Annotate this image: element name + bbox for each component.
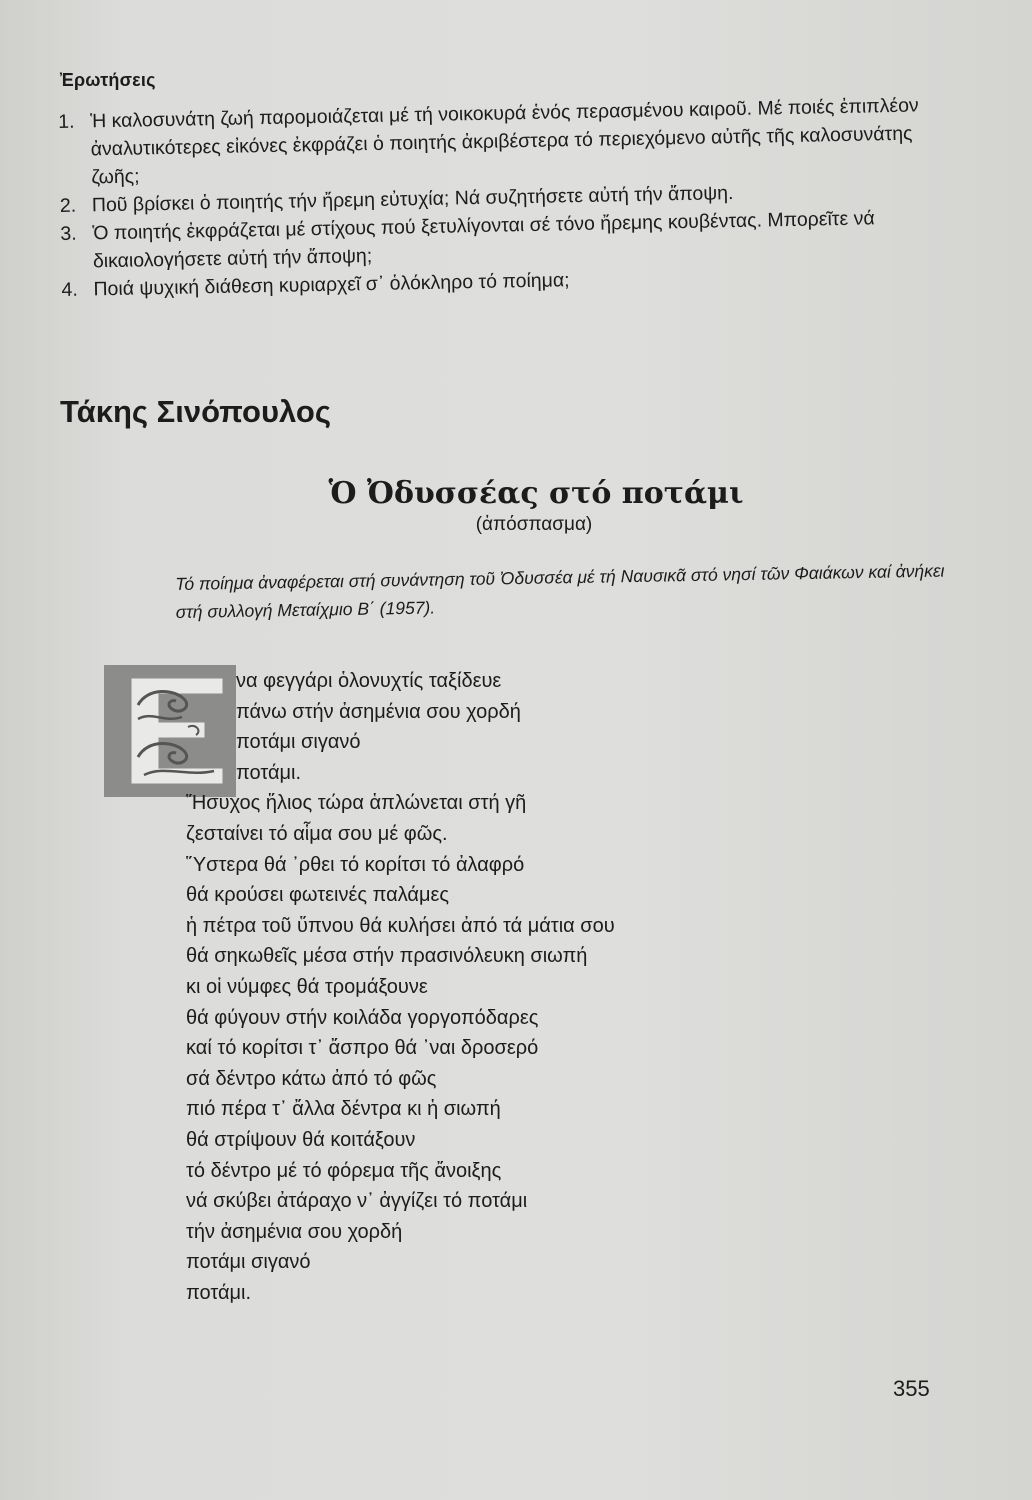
poem-line: θά φύγουν στήν κοιλάδα γοργοπόδαρες [186, 1006, 539, 1029]
poem-line: τήν ἀσημένια σου χορδή [186, 1220, 403, 1243]
question-text: Ποιά ψυχική διάθεση κυριαρχεῖ σ᾽ ὁλόκληρο τό ποίημα; [93, 269, 570, 301]
poem-line: θά κρούσει φωτεινές παλάμες [186, 884, 450, 907]
poem-line: θά στρίψουν θά κοιτάξουν [186, 1128, 416, 1151]
poem-line: κι οἱ νύμφες θά τρομάξουνε [186, 975, 428, 998]
question-text: Ὁ ποιητής ἐκφράζεται μέ στίχους πού ξετυλίγονται σέ τόνο ἤρεμης κουβέντας. Μπορεῖτε νά δικαιολογήσετε αὐτή τήν ἄποψη; [92, 207, 875, 273]
poem-line: ποτάμι σιγανό [186, 1251, 311, 1274]
poem-line: Ὕστερα θά ᾽ρθει τό κορίτσι τό ἀλαφρό [186, 853, 525, 876]
poem-line: θά σηκωθεῖς μέσα στήν πρασινόλευκη σιωπή [186, 945, 588, 968]
poem-line: καί τό κορίτσι τ᾽ ἄσπρο θά ᾽ναι δροσερό [186, 1037, 539, 1060]
poem-line: ποτάμι. [236, 761, 302, 784]
poem-line: σά δέντρο κάτω ἀπό τό φῶς [186, 1067, 437, 1090]
question-number: 1. [58, 110, 75, 133]
poem-subtitle: (ἀπόσπασμα) [475, 514, 593, 535]
page-number: 355 [893, 1376, 930, 1401]
poem-body [186, 666, 886, 1308]
questions-heading: Ἐρωτήσεις [60, 70, 156, 90]
poem-line: τό δέντρο μέ τό φόρεμα τῆς ἄνοιξης [186, 1159, 502, 1182]
poem-line: νά σκύβει ἀτάραχο ν᾽ ἀγγίζει τό ποτάμι [186, 1190, 528, 1213]
poem-line: ποτάμι σιγανό [236, 731, 361, 754]
poem-line: πάνω στήν ἀσημένια σου χορδή [236, 700, 521, 723]
question-number: 4. [61, 278, 78, 301]
poem-line: να φεγγάρι ὁλονυχτίς ταξίδευε [236, 670, 502, 692]
question-text: Ποῦ βρίσκει ὁ ποιητής τήν ἤρεμη εὐτυχία; Νά συζητήσετε αὐτή τήν ἄποψη. [91, 182, 734, 217]
poem-line: ζεσταίνει τό αἷμα σου μέ φῶς. [186, 822, 448, 845]
poem-line: ἡ πέτρα τοῦ ὕπνου θά κυλήσει ἀπό τά μάτια σου [186, 914, 615, 937]
author-name: Τάκης Σινόπουλος [60, 394, 331, 429]
poem-line: Ἥσυχος ἥλιος τώρα ἁπλώνεται στή γῆ [186, 792, 527, 815]
poem-title: Ὁ Ὀδυσσέας στό ποτάμι [328, 476, 744, 511]
question-number: 3. [60, 222, 77, 245]
poem-intro: Τό ποίημα ἀναφέρεται στή συνάντηση τοῦ Ὀδυσσέα μέ τή Ναυσικᾶ στό νησί τῶν Φαιάκων καί ἀνήκει στή συλλογή Μεταίχμιο Β΄ (1957). [175, 560, 945, 622]
poem-line: ποτάμι. [186, 1281, 252, 1304]
poem-line: πιό πέρα τ᾽ ἄλλα δέντρα κι ἡ σιωπή [186, 1098, 501, 1121]
question-text: Ἡ καλοσυνάτη ζωή παρομοιάζεται μέ τή νοικοκυρά ἑνός περασμένου καιροῦ. Μέ ποιές ἐπιπλέον ἀναλυτικότερες εἰκόνες ἐκφράζει ὁ ποιητής ἀκριβέστερα τό περιεχόμενο αὐτῆς τῆς καλοσυνάτης ζωῆς; [90, 94, 919, 189]
questions-list [58, 91, 942, 304]
question-number: 2. [59, 194, 77, 217]
